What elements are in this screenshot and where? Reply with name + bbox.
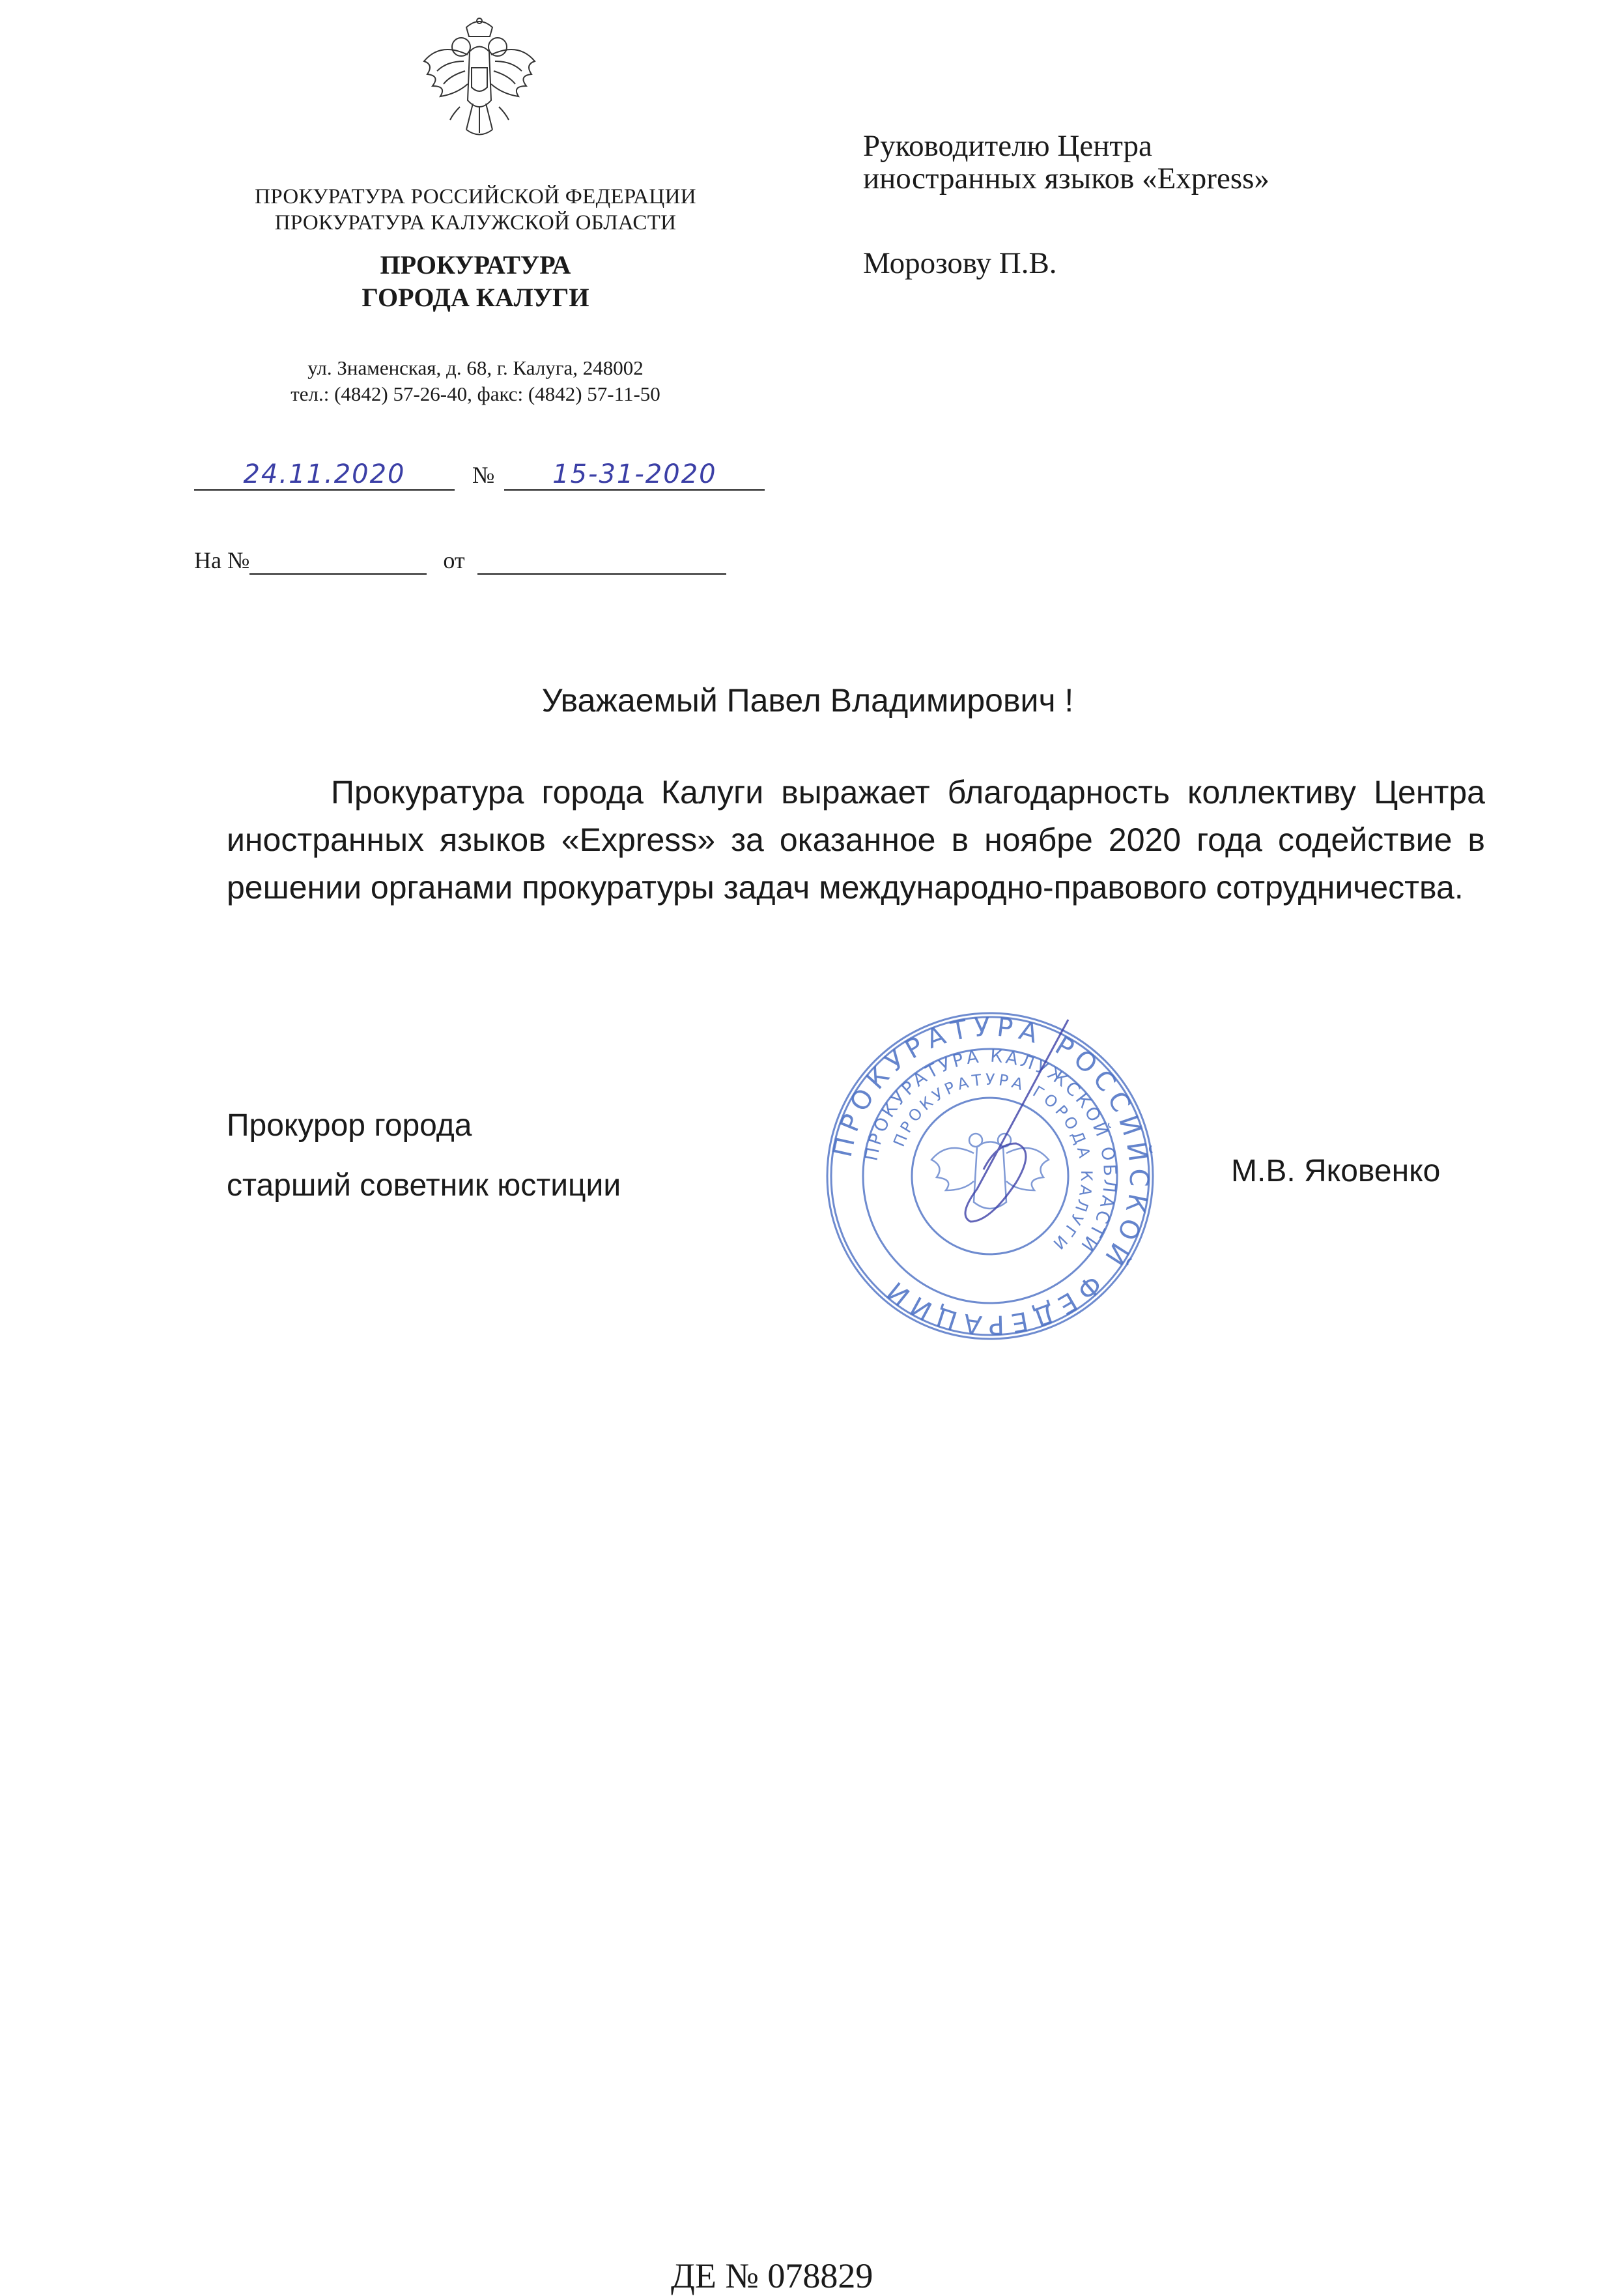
outgoing-ref-row xyxy=(194,460,765,491)
ref-date-field xyxy=(194,460,455,491)
header-bold-2: ГОРОДА КАЛУГИ xyxy=(361,283,589,312)
addressee-line-1: Руководителю Центра xyxy=(863,129,1152,163)
ref-no-label: № xyxy=(472,462,495,488)
salutation: Уважаемый Павел Владимирович ! xyxy=(541,682,1074,719)
addressee-line-2: иностранных языков «Express» xyxy=(863,162,1269,195)
handwritten-date: 24.11.2020 xyxy=(243,459,406,489)
signatory-title-2: старший советник юстиции xyxy=(227,1168,621,1203)
signatory-name: М.В. Яковенко xyxy=(1231,1154,1441,1188)
stamp-eagle-icon xyxy=(931,1134,1049,1209)
stamp-outer-path: ПРОКУРАТУРА РОССИЙСКОЙ ФЕДЕРАЦИИ xyxy=(827,1012,1154,1340)
letter-body: Прокуратура города Калуги выражает благодарность коллективу Центра иностранных языков «Express» за оказанное в ноябре 2020 года содействие в решении органами прокуратуры задач международно-правового сотрудничества. xyxy=(227,774,1485,906)
header-bold-1: ПРОКУРАТУРА xyxy=(380,250,571,280)
header-line-2: ПРОКУРАТУРА КАЛУЖСКОЙ ОБЛАСТИ xyxy=(274,211,677,235)
reply-no-label: На № xyxy=(194,547,250,573)
official-stamp xyxy=(821,1007,1159,1345)
reply-date-field xyxy=(477,550,726,575)
addressee-name: Морозову П.В. xyxy=(863,246,1057,280)
coat-of-arms-emblem xyxy=(414,16,545,152)
signatory-title-1: Прокурор города xyxy=(227,1108,472,1143)
stamp-inner-path: ПРОКУРАТУРА КАЛУЖСКОЙ ОБЛАСТИ xyxy=(861,1046,1120,1257)
ref-number-field xyxy=(504,460,765,491)
form-serial-code: ДЕ № 078829 xyxy=(671,2256,873,2295)
header-address: ул. Знаменская, д. 68, г. Калуга, 248002 xyxy=(307,356,644,379)
incoming-ref-row xyxy=(194,546,726,575)
header-contacts: тел.: (4842) 57-26-40, факс: (4842) 57-11-50 xyxy=(291,382,660,405)
reply-from-label: от xyxy=(443,547,465,573)
reply-number-field xyxy=(249,550,427,575)
stamp-center-path: ПРОКУРАТУРА ГОРОДА КАЛУГИ xyxy=(890,1070,1096,1256)
header-line-1: ПРОКУРАТУРА РОССИЙСКОЙ ФЕДЕРАЦИИ xyxy=(255,185,696,208)
handwritten-number: 15-31-2020 xyxy=(552,459,717,489)
